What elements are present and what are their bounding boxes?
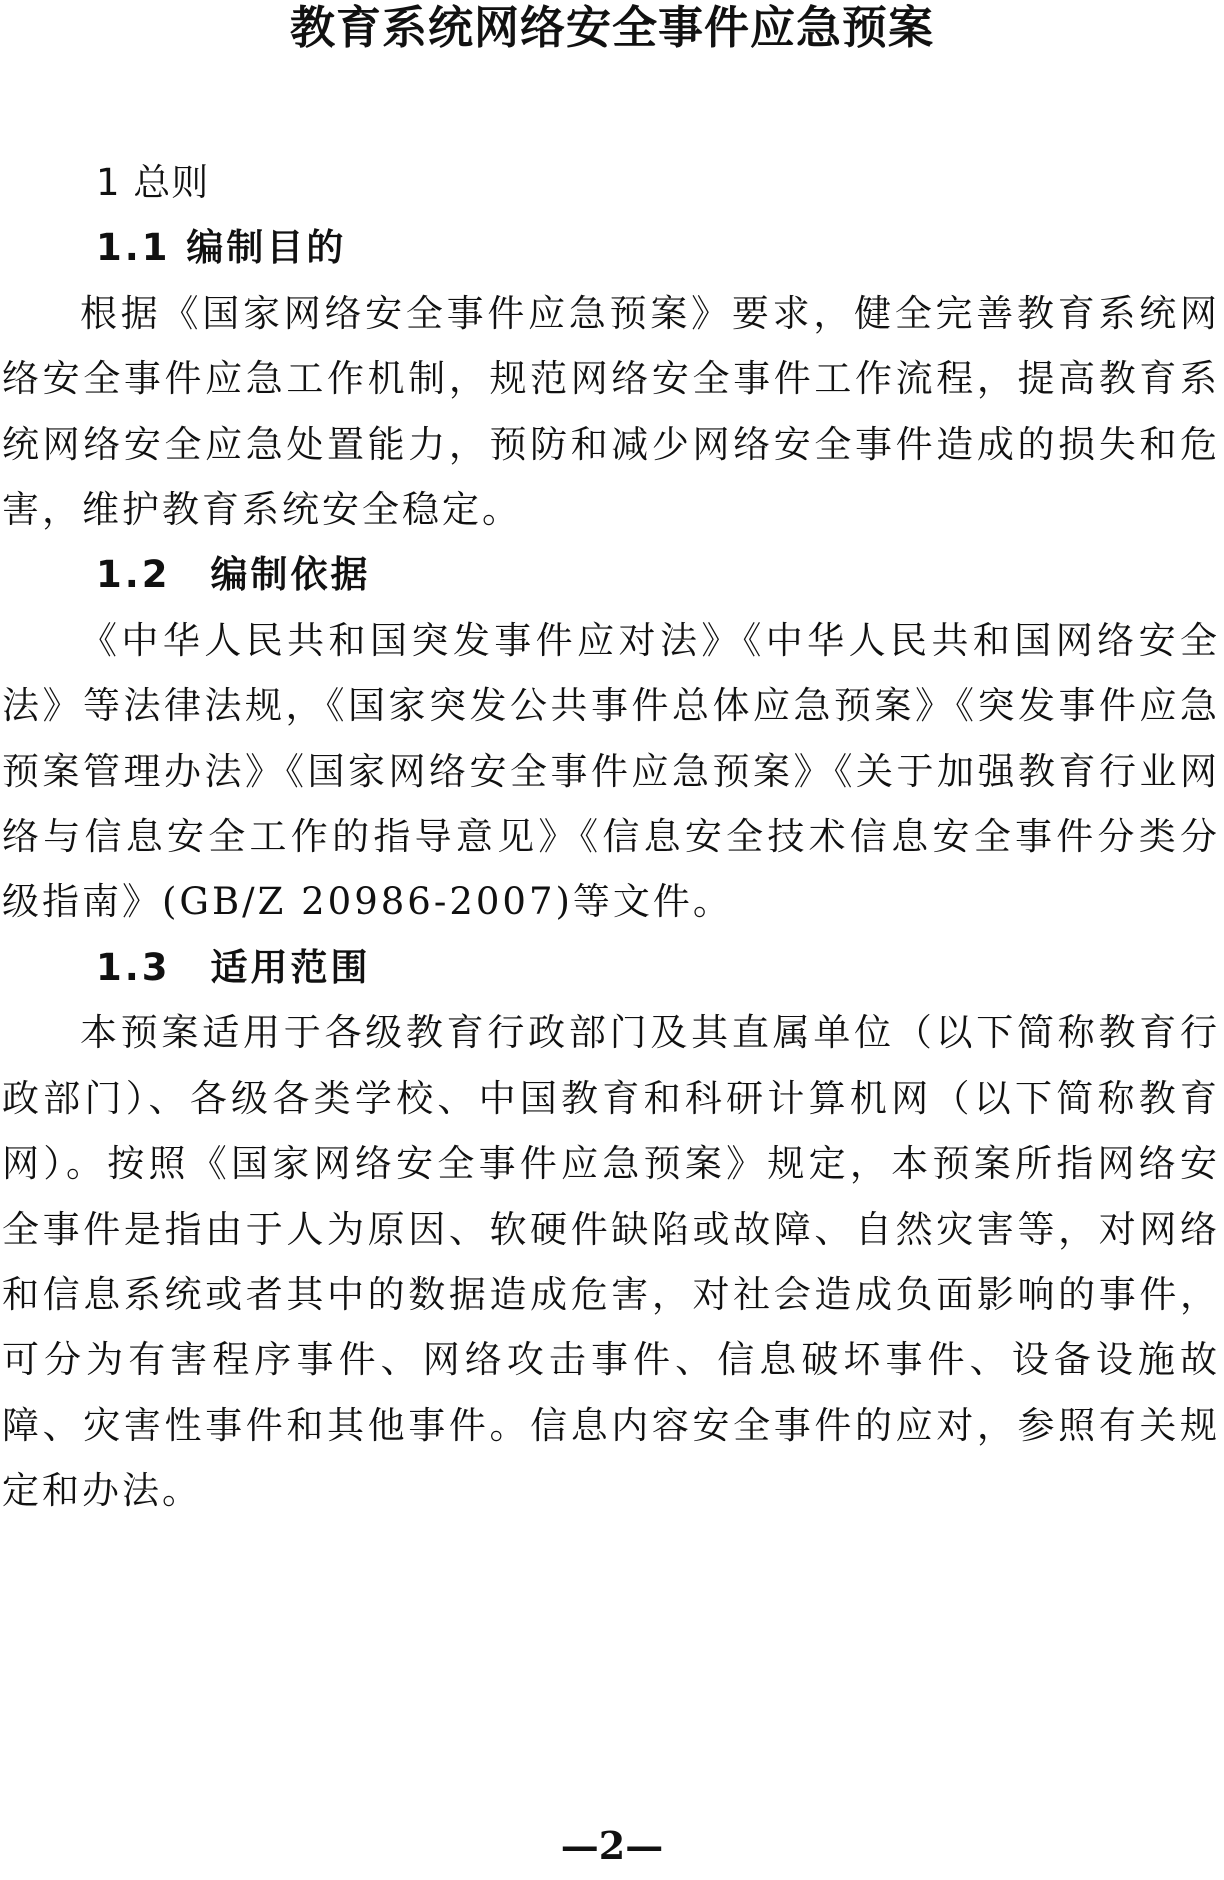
subsection-heading-scope: 1.3 适用范围 <box>96 945 371 989</box>
document-body <box>0 150 1224 1524</box>
page-number: —2— <box>560 1823 664 1868</box>
subsection-heading-basis: 1.2 编制依据 <box>96 553 371 597</box>
document-title: 教育系统网络安全事件应急预案 <box>289 1 934 54</box>
section-heading-general: 1 总则 <box>96 161 210 204</box>
paragraph-scope: 本预案适用于各级教育行政部门及其直属单位（以下简称教育行政部门）、各级各类学校、中国教育和科研计算机网（以下简称教育网）。按照《国家网络安全事件应急预案》规定，本预案所指网络安全事件是指由于人为原因、软硬件缺陷或故障、自然灾害等，对网络和信息系统或者其中的数据造成危害，对社会造成负面影响的事件，可分为有害程序事件、网络攻击事件、信息破坏事件、设备设施故障、灾害性事件和其他事件。信息内容安全事件的应对，参照有关规定和办法。 <box>2 1011 1220 1513</box>
paragraph-basis: 《中华人民共和国突发事件应对法》《中华人民共和国网络安全法》等法律法规，《国家突发公共事件总体应急预案》《突发事件应急预案管理办法》《国家网络安全事件应急预案》《关于加强教育行业网络与信息安全工作的指导意见》《信息安全技术信息安全事件分类分级指南》(GB/Z 20986-2007)等文件。 <box>2 618 1220 924</box>
subsection-heading-purpose: 1.1 编制目的 <box>96 226 347 270</box>
paragraph-purpose: 根据《国家网络安全事件应急预案》要求，健全完善教育系统网络安全事件应急工作机制，规范网络安全事件工作流程，提高教育系统网络安全应急处置能力，预防和减少网络安全事件造成的损失和危害，维护教育系统安全稳定。 <box>2 291 1220 532</box>
